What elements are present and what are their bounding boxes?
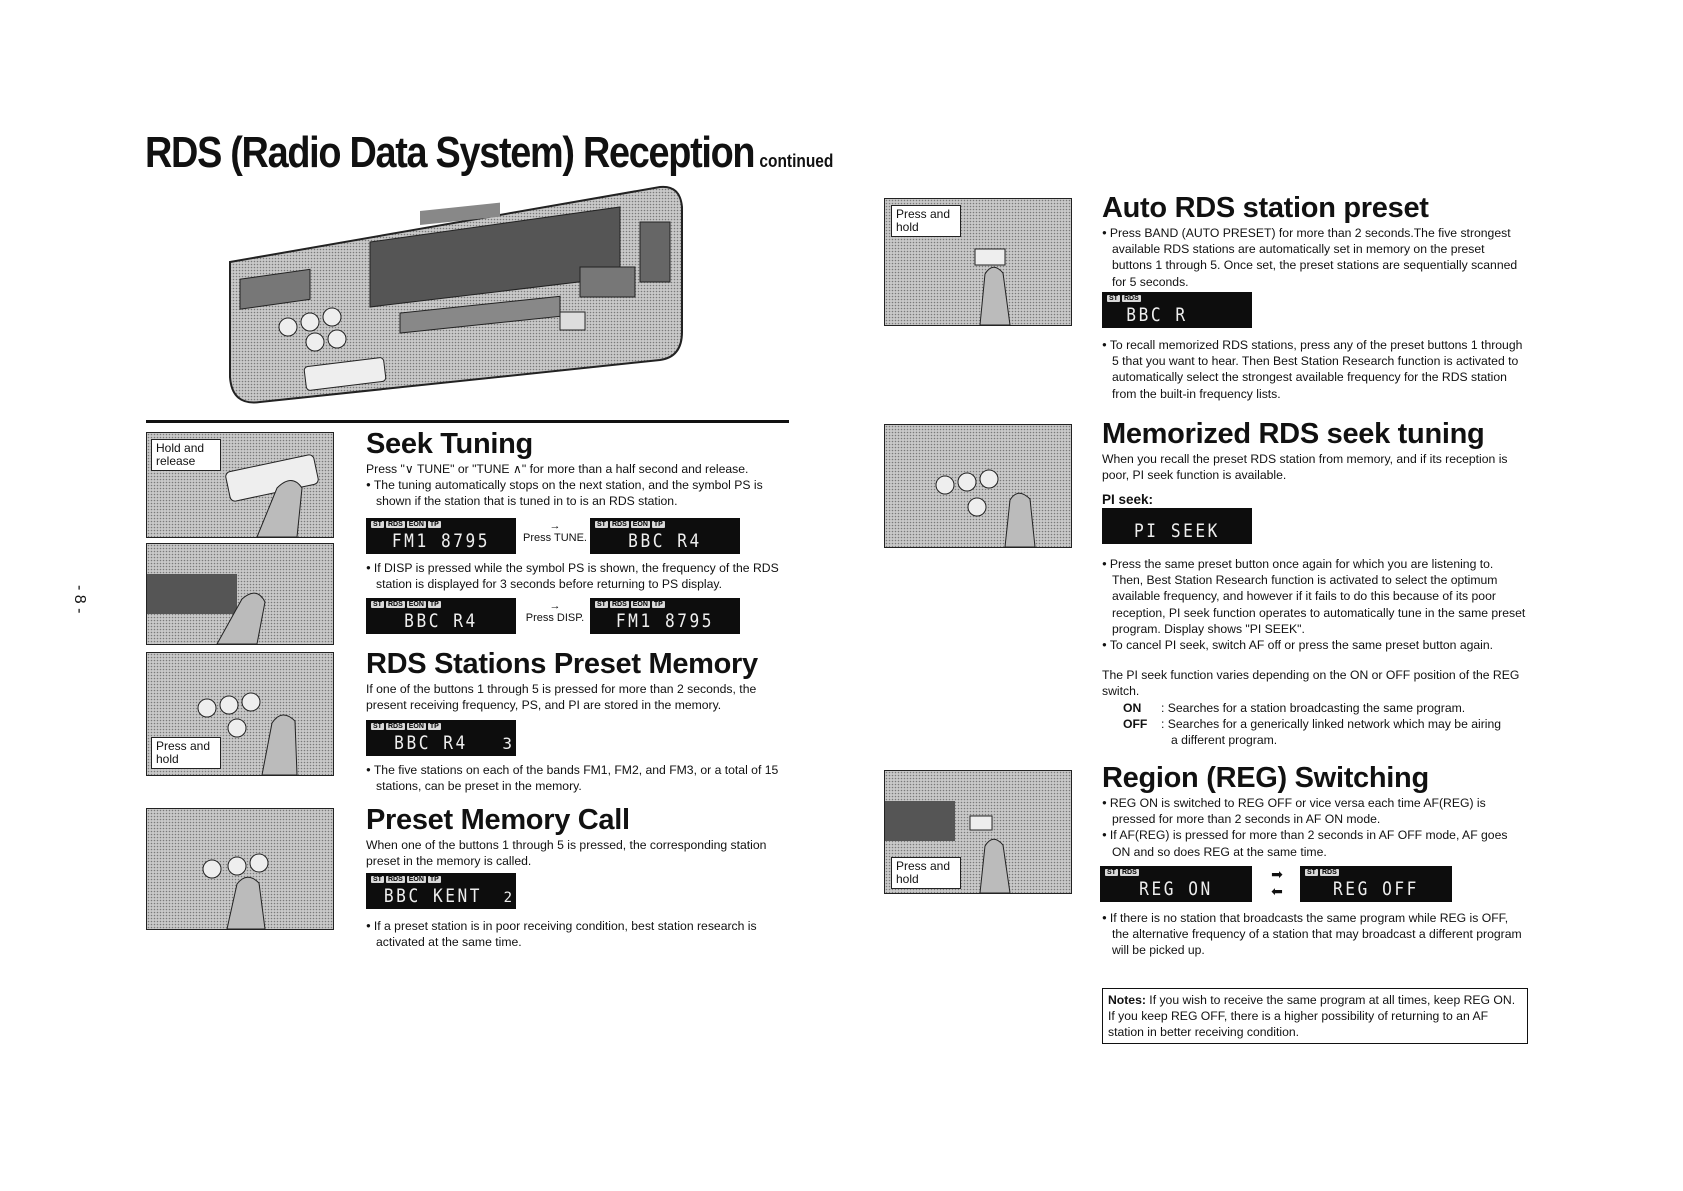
lcd-display-reg-off: ST RDS REG OFF (1300, 866, 1452, 902)
region-bullet-3: ● If there is no station that broadcasts the same program while REG is OFF, the alternative frequency of a station that may broadcast a different program will be picked up. (1102, 910, 1527, 959)
photo-memorized-seek-button (884, 424, 1072, 548)
lcd-display-fm1: ST RDS EON TP FM1 8795 (366, 518, 516, 554)
channel-number: 2 (503, 890, 512, 906)
photo-preset-call-button (146, 808, 334, 930)
region-heading: Region (REG) Switching (1102, 762, 1429, 794)
lcd-display-preset-call: ST RDS EON TP BBC KENT 2 (366, 873, 516, 909)
hold-release-label: Hold and release (151, 439, 221, 471)
reg-switch-text: The PI seek function varies depending on the ON or OFF position of the REG switch. (1102, 668, 1520, 699)
auto-preset-section (1102, 192, 1527, 290)
reg-off-line-2: a different program. (1171, 733, 1278, 748)
preset-call-bullet: ● If a preset station is in poor receiving condition, best station research is activated at the same time. (366, 918, 786, 950)
notes-box (1102, 988, 1528, 1044)
memorized-seek-bullet-1: ● Press the same preset button once again for which you are listening to. Then, Best Station Research function is activated to select the optimum available frequency, and however if it fails to do this because of its poor reception, PI seek function operates to automatically tune in the same preset program. Display shows "PI SEEK". (1102, 556, 1527, 637)
auto-preset-heading: Auto RDS station preset (1102, 192, 1429, 224)
notes-label: Notes: (1108, 993, 1146, 1007)
title-text: RDS (Radio Data System) Reception (145, 128, 755, 177)
preset-call-section (366, 804, 786, 869)
press-tune-caption: → Press TUNE. (523, 520, 587, 544)
reg-on-line: ON : Searches for a station broadcasting the same program. (1123, 700, 1466, 715)
channel-number: 3 (502, 734, 512, 753)
pi-seek-label: PI seek: (1102, 492, 1154, 508)
photo-band-button (884, 198, 1072, 326)
lcd-display-bbc-r4: ST RDS EON TP BBC R4 (590, 518, 740, 554)
press-hold-label: Press and hold (151, 737, 221, 769)
page-title (145, 128, 833, 178)
auto-preset-bullet-2: ● To recall memorized RDS stations, press any of the preset buttons 1 through 5 that you want to hear. Then Best Station Research function is activated to automatically select the strongest available frequency for the RDS station from the built-in frequency lists. (1102, 337, 1527, 402)
seek-tuning-bullet-1: ● The tuning automatically stops on the next station, and the symbol PS is shown if the station that is tuned in to is an RDS station. (366, 477, 786, 509)
seek-tuning-bullet-2: ● If DISP is pressed while the symbol PS is shown, the frequency of the RDS station is displayed for 3 seconds before returning to PS display. (366, 560, 786, 592)
memorized-seek-heading: Memorized RDS seek tuning (1102, 418, 1485, 450)
seek-tuning-intro: Press "∨ TUNE" or "TUNE ∧" for more than a half second and release. (366, 462, 749, 476)
memorized-seek-section (1102, 418, 1527, 509)
preset-memory-bullet: ● The five stations on each of the bands FM1, FM2, and FM3, or a total of 15 stations, can be preset in the memory. (366, 762, 786, 794)
radio-front-panel-illustration (220, 182, 690, 410)
preset-memory-heading: RDS Stations Preset Memory (366, 648, 758, 680)
memorized-seek-text: When you recall the preset RDS station from memory, and if its reception is poor, PI seek function is available. (1102, 452, 1508, 483)
photo-af-reg-button (884, 770, 1072, 894)
photo-tune-button (146, 432, 334, 538)
press-disp-caption: → Press DISP. (525, 600, 585, 624)
press-hold-label: Press and hold (891, 205, 961, 237)
preset-memory-text: If one of the buttons 1 through 5 is pressed for more than 2 seconds, the present receiving frequency, PS, and PI are stored in the memory. (366, 682, 757, 713)
preset-call-heading: Preset Memory Call (366, 804, 630, 836)
page-number: - 8 - (71, 585, 88, 614)
lcd-display-pi-seek: PI SEEK (1102, 508, 1252, 544)
region-bullet-1: ● REG ON is switched to REG OFF or vice versa each time AF(REG) is pressed for more than 2 seconds in AF ON mode. (1102, 795, 1527, 827)
toggle-arrows-icon: ➡ ⬅ (1271, 866, 1283, 899)
seek-tuning-section (366, 428, 786, 510)
region-bullet-2: ● If AF(REG) is pressed for more than 2 seconds in AF OFF mode, AF goes ON and so does REG at the same time. (1102, 827, 1527, 859)
lcd-display-preset-memory: ST RDS EON TP BBC R4 3 (366, 720, 516, 756)
seek-tuning-heading: Seek Tuning (366, 428, 533, 460)
preset-memory-section (366, 648, 786, 713)
reg-off-line: OFF : Searches for a generically linked network which may be airing (1123, 716, 1502, 731)
preset-call-text: When one of the buttons 1 through 5 is pressed, the corresponding station preset in the memory is called. (366, 838, 767, 869)
auto-preset-bullet-1: ● Press BAND (AUTO PRESET) for more than 2 seconds.The five strongest available RDS stations are automatically set in memory on the preset buttons 1 through 5. Once set, the preset stations are sequentially scanned for 5 seconds. (1102, 225, 1527, 290)
region-section (1102, 762, 1527, 860)
lcd-display-reg-on: ST RDS REG ON (1100, 866, 1252, 902)
photo-disp-button (146, 543, 334, 645)
photo-preset-memory-button (146, 652, 334, 776)
lcd-display-auto-preset: ST RDS BBC R (1102, 292, 1252, 328)
section-divider (146, 420, 789, 423)
title-suffix: continued (759, 151, 834, 171)
lcd-display-bbc-r4-disp: ST RDS EON TP BBC R4 (366, 598, 516, 634)
memorized-seek-bullets (1102, 556, 1527, 748)
notes-text: If you wish to receive the same program at all times, keep REG ON. If you keep REG OFF, there is a higher possibility of returning to an AF station in better receiving condition. (1108, 993, 1516, 1039)
memorized-seek-bullet-2: ● To cancel PI seek, switch AF off or press the same preset button again. (1102, 637, 1527, 653)
press-hold-label: Press and hold (891, 857, 961, 889)
lcd-display-fm1-disp: ST RDS EON TP FM1 8795 (590, 598, 740, 634)
